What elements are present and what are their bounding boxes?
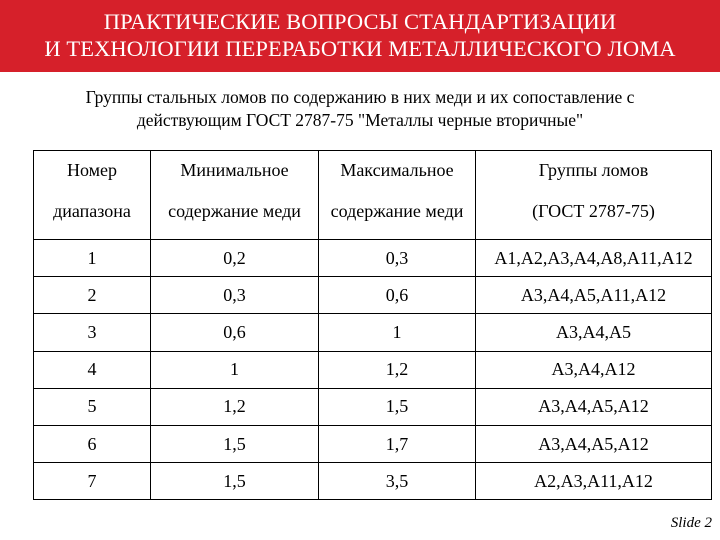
table-row [34, 240, 712, 277]
header-cell-range-number [34, 151, 151, 240]
cell-range-number: 4 [34, 351, 151, 388]
header-text: Номер [66, 160, 118, 180]
slide-title-line1: ПРАКТИЧЕСКИЕ ВОПРОСЫ СТАНДАРТИЗАЦИИ [103, 9, 617, 34]
copper-content-table [33, 150, 712, 500]
table-row [34, 277, 712, 314]
cell-min-copper: 1,5 [151, 425, 319, 462]
cell-scrap-groups: A3,A4,A5,A12 [476, 388, 712, 425]
table-caption-line2: действующим ГОСТ 2787-75 "Металлы черные вторичные" [136, 110, 584, 130]
slide-number: Slide 2 [670, 515, 712, 531]
header-text: Группы ломов [538, 160, 649, 180]
header-cell-min-copper [151, 151, 319, 240]
table-row [34, 314, 712, 351]
slide-title [0, 8, 720, 62]
header-text: (ГОСТ 2787-75) [532, 201, 655, 221]
cell-max-copper: 3,5 [319, 463, 476, 500]
table-caption [20, 86, 700, 132]
cell-scrap-groups: A1,A2,A3,A4,A8,A11,A12 [476, 240, 712, 277]
cell-range-number: 1 [34, 240, 151, 277]
cell-max-copper: 1,2 [319, 351, 476, 388]
header-text: Минимальное [180, 160, 289, 180]
cell-min-copper: 1,5 [151, 463, 319, 500]
cell-scrap-groups: A3,A4,A5 [476, 314, 712, 351]
cell-max-copper: 0,3 [319, 240, 476, 277]
cell-min-copper: 0,2 [151, 240, 319, 277]
header-text: содержание меди [168, 201, 301, 221]
cell-scrap-groups: A3,A4,A12 [476, 351, 712, 388]
cell-scrap-groups: A3,A4,A5,A11,A12 [476, 277, 712, 314]
cell-max-copper: 0,6 [319, 277, 476, 314]
cell-max-copper: 1,7 [319, 425, 476, 462]
cell-max-copper: 1 [319, 314, 476, 351]
title-banner [0, 0, 720, 72]
cell-max-copper: 1,5 [319, 388, 476, 425]
table-caption-line1: Группы стальных ломов по содержанию в них меди и их сопоставление с [85, 87, 635, 107]
cell-range-number: 2 [34, 277, 151, 314]
table-row [34, 351, 712, 388]
header-cell-max-copper [319, 151, 476, 240]
cell-range-number: 3 [34, 314, 151, 351]
cell-scrap-groups: A3,A4,A5,A12 [476, 425, 712, 462]
table-row [34, 388, 712, 425]
cell-range-number: 7 [34, 463, 151, 500]
cell-min-copper: 0,3 [151, 277, 319, 314]
cell-range-number: 6 [34, 425, 151, 462]
table-row [34, 463, 712, 500]
slide-title-line2: И ТЕХНОЛОГИИ ПЕРЕРАБОТКИ МЕТАЛЛИЧЕСКОГО ЛОМА [44, 36, 676, 61]
cell-min-copper: 1,2 [151, 388, 319, 425]
header-cell-scrap-groups [476, 151, 712, 240]
cell-min-copper: 0,6 [151, 314, 319, 351]
table-row [34, 425, 712, 462]
cell-min-copper: 1 [151, 351, 319, 388]
header-text: содержание меди [330, 201, 464, 221]
header-text: диапазона [53, 201, 131, 221]
table-header-row [34, 151, 712, 240]
cell-range-number: 5 [34, 388, 151, 425]
cell-scrap-groups: A2,A3,A11,A12 [476, 463, 712, 500]
header-text: Максимальное [340, 160, 454, 180]
